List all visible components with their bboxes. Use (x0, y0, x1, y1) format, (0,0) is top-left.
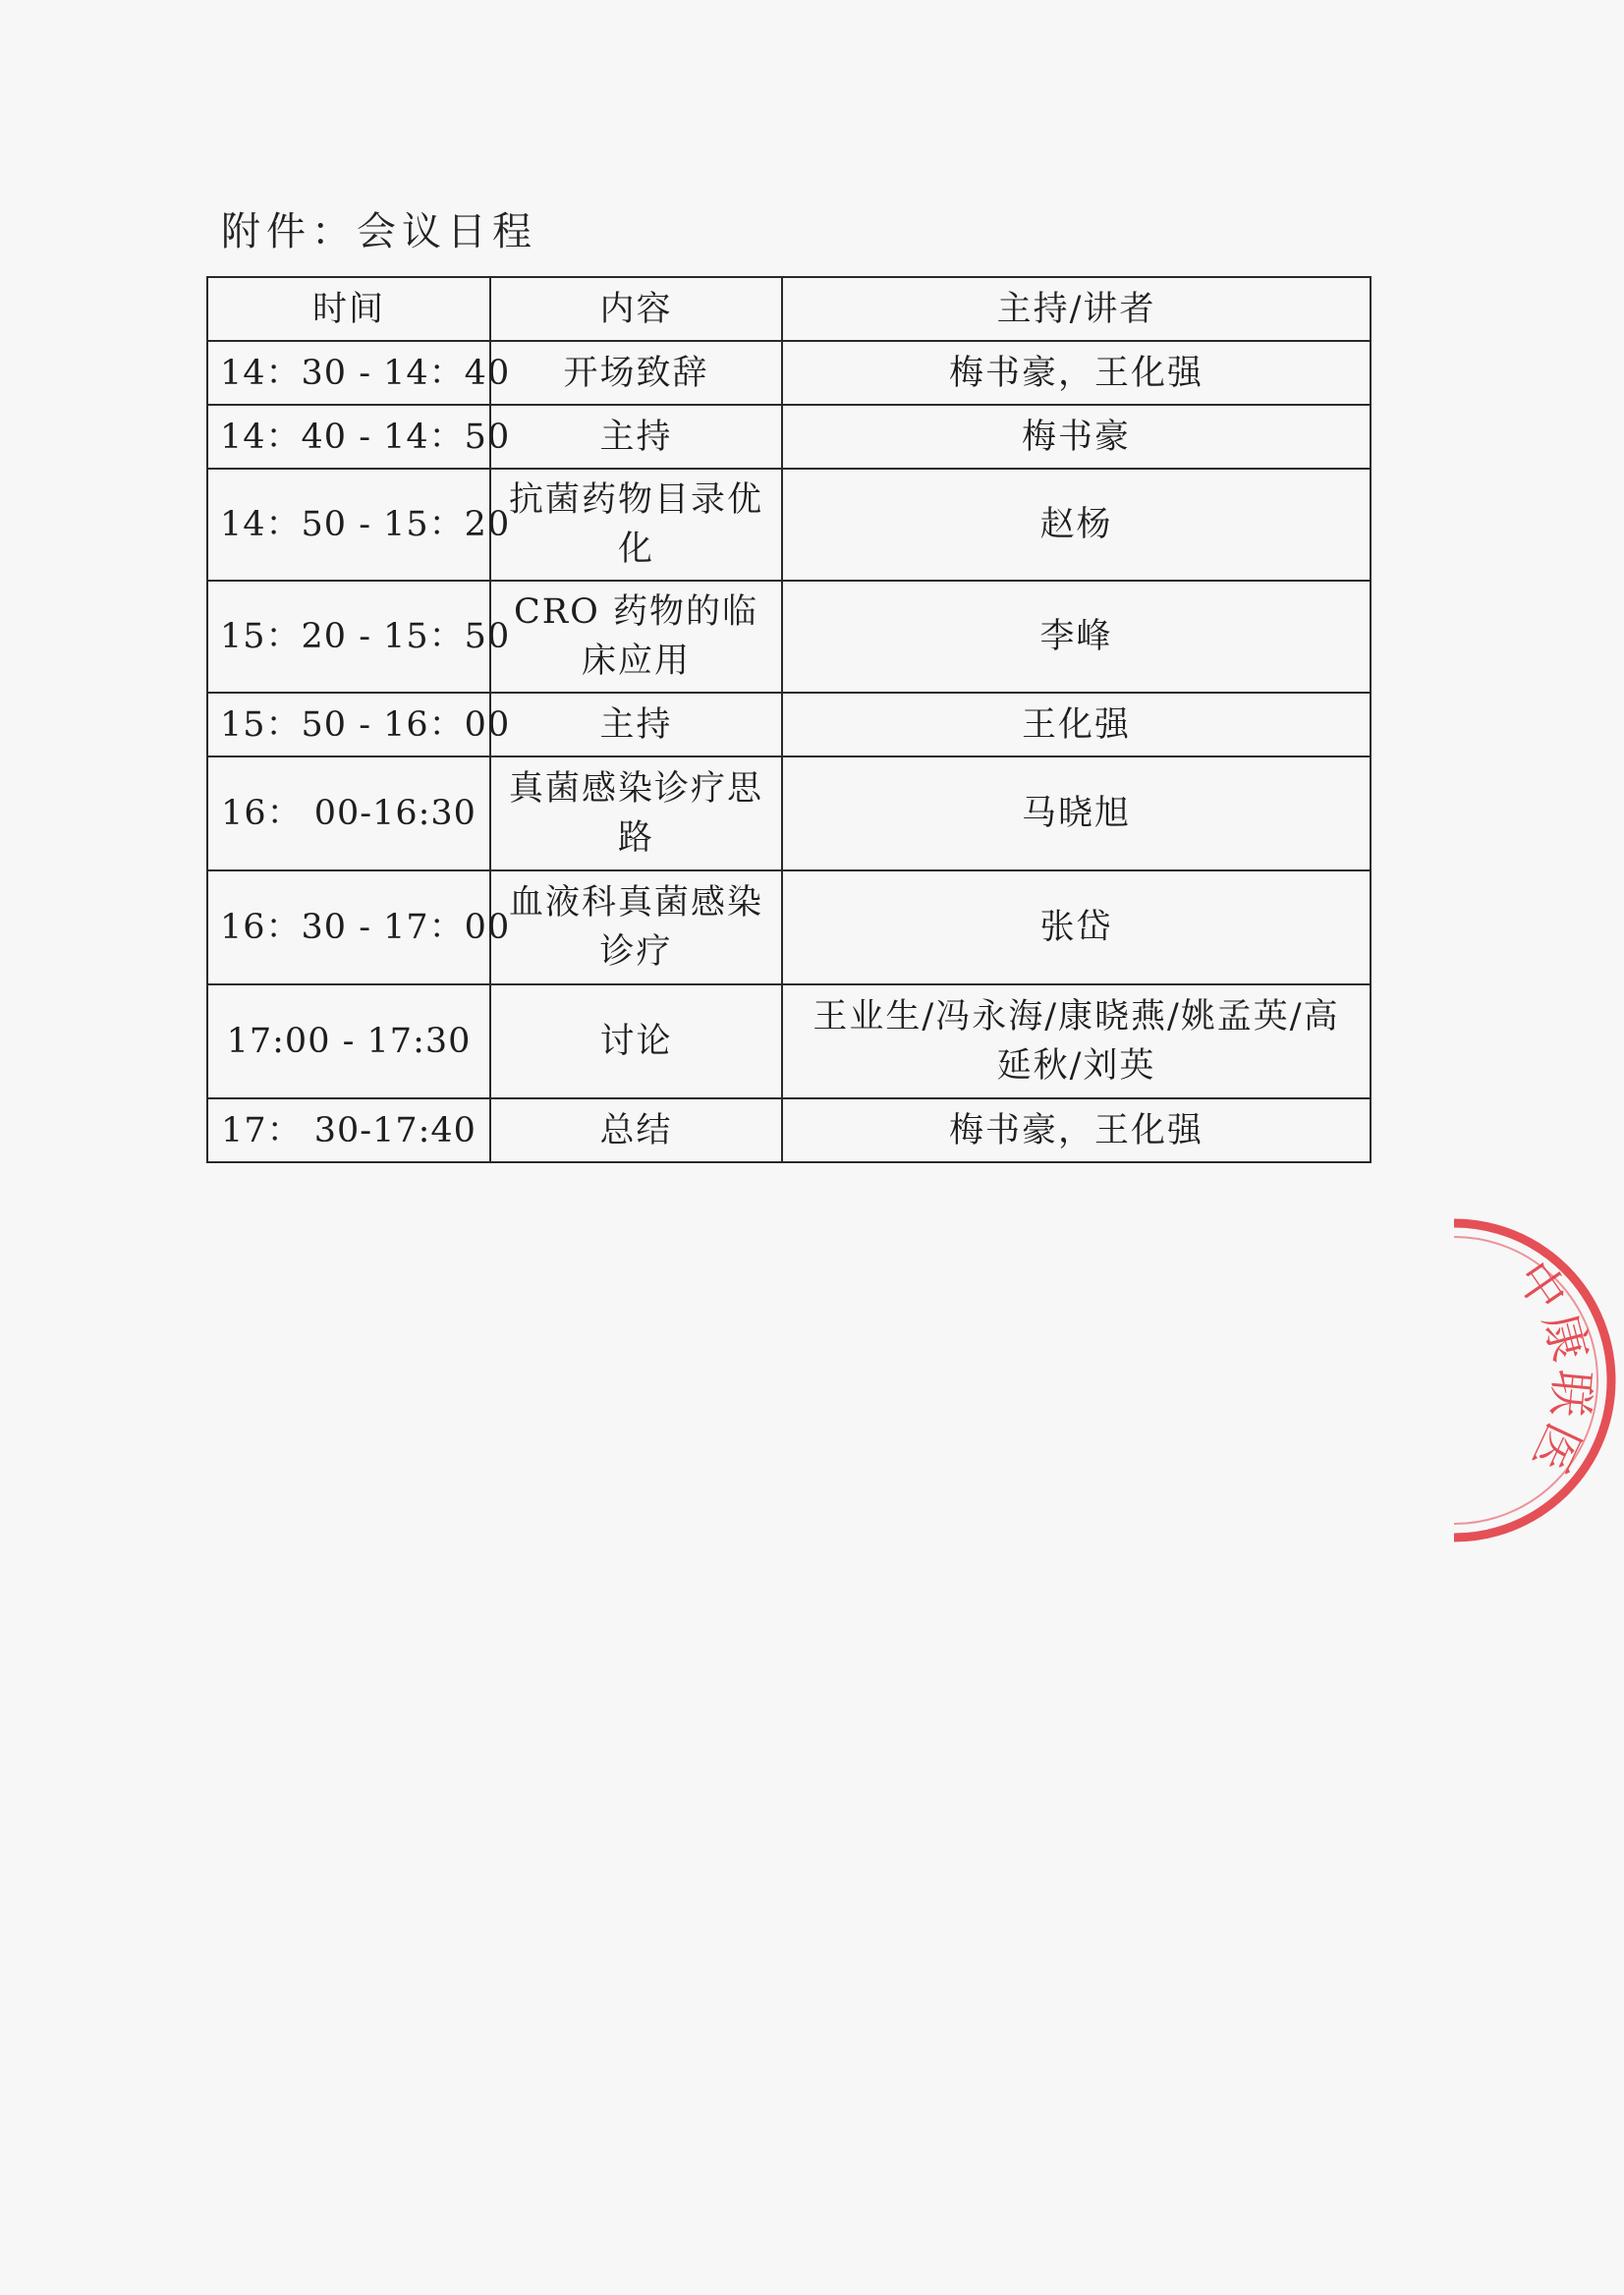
cell-content: 血液科真菌感染诊疗 (490, 870, 782, 984)
cell-host: 王业生/冯永海/康晓燕/姚孟英/高延秋/刘英 (782, 984, 1371, 1098)
red-seal-stamp-icon (1454, 1218, 1624, 1542)
cell-content: 开场致辞 (490, 341, 782, 405)
table-row (207, 341, 1371, 405)
cell-time: 16： 00-16:30 (207, 756, 490, 870)
cell-time: 14：50 - 15：20 (207, 469, 490, 581)
table-row (207, 405, 1371, 469)
cell-content: 抗菌药物目录优化 (490, 469, 782, 581)
cell-host: 张岱 (782, 870, 1371, 984)
cell-host: 梅书豪 (782, 405, 1371, 469)
svg-text:中康联医 (1505, 1252, 1600, 1484)
page-title: 附件：会议日程 (221, 209, 537, 254)
cell-content: 讨论 (490, 984, 782, 1098)
header-content: 内容 (490, 277, 782, 341)
header-time: 时间 (207, 277, 490, 341)
table-row (207, 756, 1371, 870)
table-row (207, 984, 1371, 1098)
cell-content: CRO 药物的临床应用 (490, 581, 782, 693)
table-row (207, 1098, 1371, 1162)
cell-host: 梅书豪，王化强 (782, 341, 1371, 405)
cell-time: 16：30 - 17：00 (207, 870, 490, 984)
header-host: 主持/讲者 (782, 277, 1371, 341)
cell-content: 真菌感染诊疗思路 (490, 756, 782, 870)
table-row (207, 581, 1371, 693)
cell-host: 梅书豪，王化强 (782, 1098, 1371, 1162)
stamp-text: 中康联医 (1504, 1251, 1600, 1485)
cell-host: 赵杨 (782, 469, 1371, 581)
cell-time: 17:00 - 17:30 (207, 984, 490, 1098)
table-row (207, 469, 1371, 581)
cell-content: 总结 (490, 1098, 782, 1162)
cell-content: 主持 (490, 405, 782, 469)
table-row (207, 870, 1371, 984)
cell-time: 15：50 - 16：00 (207, 693, 490, 756)
schedule-table (206, 276, 1372, 1163)
cell-time: 17： 30-17:40 (207, 1098, 490, 1162)
cell-time: 15：20 - 15：50 (207, 581, 490, 693)
cell-content: 主持 (490, 693, 782, 756)
table-row (207, 693, 1371, 756)
cell-host: 李峰 (782, 581, 1371, 693)
cell-time: 14：30 - 14：40 (207, 341, 490, 405)
cell-host: 马晓旭 (782, 756, 1371, 870)
cell-time: 14：40 - 14：50 (207, 405, 490, 469)
cell-host: 王化强 (782, 693, 1371, 756)
table-header-row (207, 277, 1371, 341)
